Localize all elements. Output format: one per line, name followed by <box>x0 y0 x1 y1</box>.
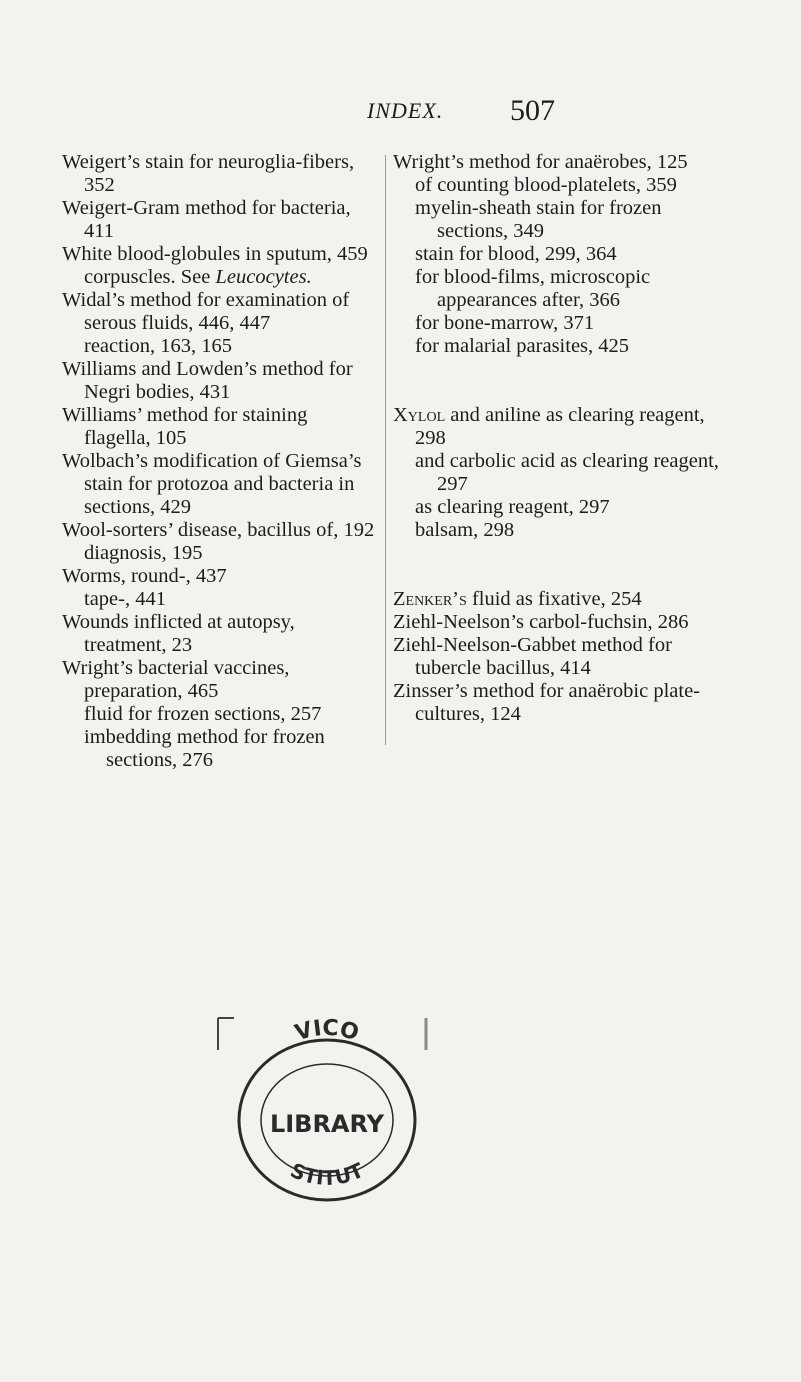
stamp-bottom-text: STITUT <box>286 1157 368 1190</box>
library-stamp <box>212 1010 442 1210</box>
index-entry-zenker <box>393 588 723 726</box>
index-subline: for blood-films, microscopic appearances after, 366 <box>415 266 651 311</box>
see-reference: Leucocytes. <box>215 266 312 288</box>
index-line: Zinsser’s method for anaërobic plate-cultures, 124 <box>393 680 701 725</box>
index-subline <box>62 266 378 289</box>
index-entry-williams-to-wright <box>62 358 378 772</box>
letter-head-word: Xylol <box>393 404 446 426</box>
index-line: Wright’s method for anaërobes, 125 <box>393 151 688 173</box>
see-prefix: corpuscles. See <box>84 266 216 288</box>
index-subline: imbedding method for frozen sections, 276 <box>84 726 325 771</box>
index-entry-weigert <box>62 151 378 243</box>
index-subline: for malarial parasites, 425 <box>415 335 630 357</box>
index-column-right <box>393 151 723 726</box>
index-subline: for bone-marrow, 371 <box>415 312 595 334</box>
letter-gap <box>393 358 723 381</box>
stamp-library-text: LIBRARY <box>269 1110 385 1138</box>
index-line: Wounds inflicted at autopsy, treatment, 23 <box>62 611 295 656</box>
index-line: Weigert’s stain for neuroglia-fibers, 352 <box>62 151 355 196</box>
running-header <box>0 94 801 134</box>
letter-gap <box>393 565 723 588</box>
index-subline: stain for blood, 299, 364 <box>415 243 617 265</box>
index-subline: as clearing reagent, 297 <box>415 496 610 518</box>
index-line: Wolbach’s modification of Giemsa’s stain for protozoa and bacteria in sections, 429 <box>62 450 362 518</box>
running-title: INDEX. <box>367 98 444 123</box>
column-divider <box>385 155 386 745</box>
index-subline: of counting blood-platelets, 359 <box>415 174 677 196</box>
index-subline: diagnosis, 195 <box>84 542 203 564</box>
index-line: Weigert-Gram method for bacteria, 411 <box>62 197 351 242</box>
index-subline: reaction, 163, 165 <box>84 335 233 357</box>
index-line: Ziehl-Neelson’s carbol-fuchsin, 286 <box>393 611 689 633</box>
index-subline: myelin-sheath stain for frozen sections, 349 <box>415 197 662 242</box>
index-line <box>393 404 723 450</box>
index-entry-widal <box>62 289 378 358</box>
stamp-top-text: VICO <box>292 1015 362 1047</box>
index-entry-wright-method <box>393 151 723 358</box>
index-entry-xylol <box>393 404 723 542</box>
index-subline: and carbolic acid as clearing reagent, 297 <box>415 450 719 495</box>
letter-gap <box>393 542 723 565</box>
index-line: Wool-sorters’ disease, bacillus of, 192 <box>62 519 375 541</box>
stamp-corner-mark <box>218 1018 234 1050</box>
index-entry-white <box>62 243 378 289</box>
index-line: Ziehl-Neelson-Gabbet method for tubercle bacillus, 414 <box>393 634 672 679</box>
index-line: Widal’s method for examination of serous fluids, 446, 447 <box>62 289 350 334</box>
index-line: Wright’s bacterial vaccines, preparation, 465 <box>62 657 290 702</box>
index-line: Williams’ method for staining flagella, 105 <box>62 404 308 449</box>
index-line: Williams and Lowden’s method for Negri bodies, 431 <box>62 358 353 403</box>
entry-rest: and aniline as clearing reagent, 298 <box>415 404 705 449</box>
index-subline: tape-, 441 <box>84 588 166 610</box>
index-column-left <box>62 151 378 772</box>
letter-gap <box>393 381 723 404</box>
index-line <box>393 588 723 611</box>
index-line: Worms, round-, 437 <box>62 565 227 587</box>
index-subline: fluid for frozen sections, 257 <box>84 703 322 725</box>
page-number: 507 <box>510 94 555 127</box>
letter-head-word: Zenker’s <box>393 588 467 610</box>
index-subline: balsam, 298 <box>415 519 515 541</box>
entry-rest: fluid as fixative, 254 <box>466 588 642 610</box>
index-line: White blood-globules in sputum, 459 <box>62 243 368 265</box>
